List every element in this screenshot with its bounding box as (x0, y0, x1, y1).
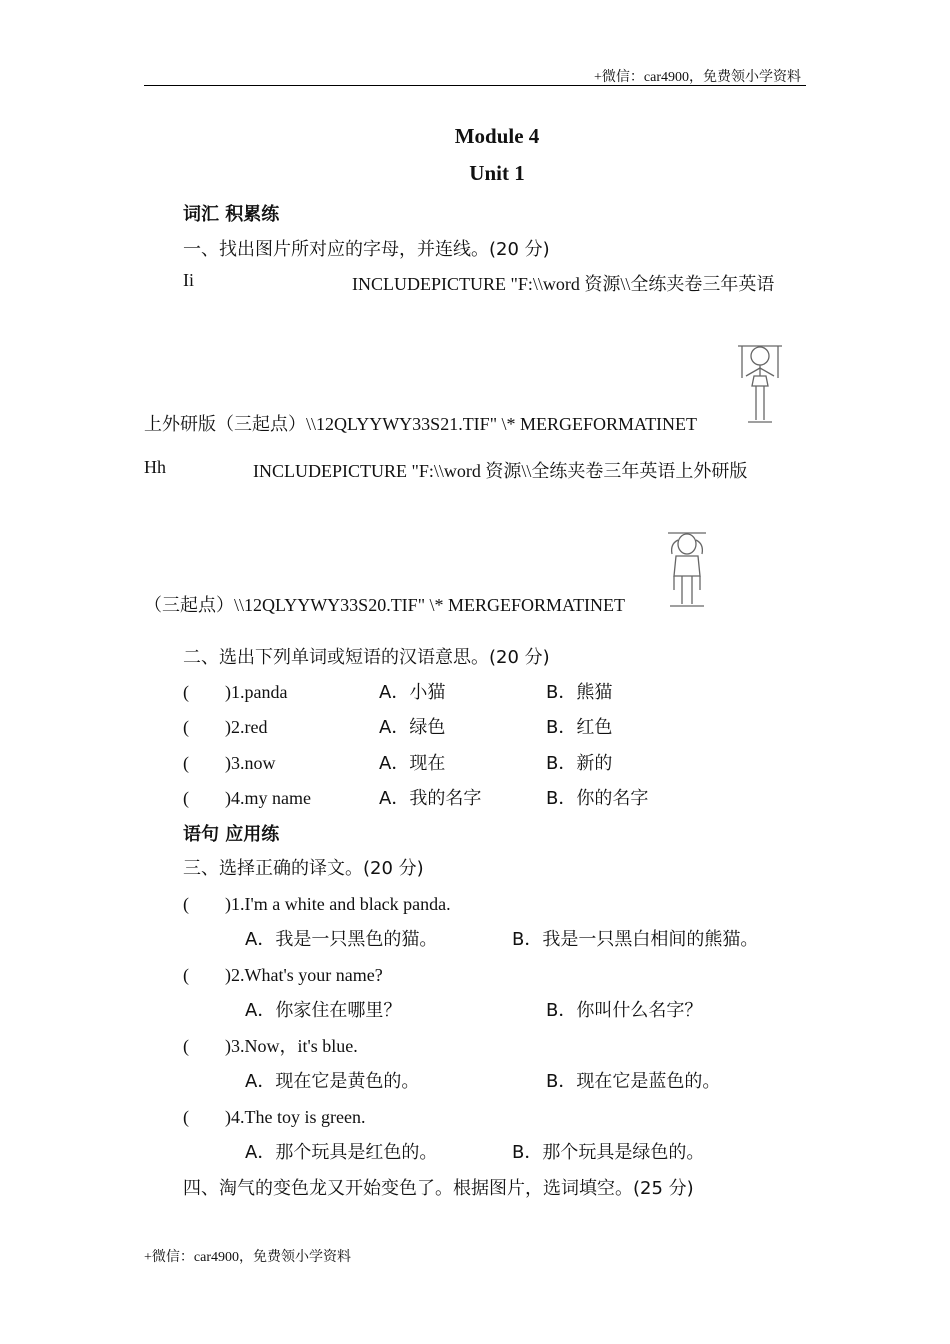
q2-item-2-option-b: B．红色 (546, 717, 613, 738)
section-vocab-label: 词汇 积累练 (183, 204, 280, 225)
q3-item-1-option-b: B．我是一只黑白相间的熊猫。 (512, 929, 759, 950)
q2-item-4-option-b: B．你的名字 (546, 788, 649, 809)
q3-item-3-option-b: B．现在它是蓝色的。 (546, 1071, 721, 1092)
q3-item-1-option-a: A．我是一只黑色的猫。 (245, 929, 438, 950)
q2-item-2-option-a: A．绿色 (379, 717, 446, 738)
section-sentence-label: 语句 应用练 (183, 824, 280, 845)
picture-field-2b: （三起点）\\12QLYYWY33S20.TIF" \* MERGEFORMATINET (144, 595, 626, 615)
picture-field-1b: 上外研版（三起点）\\12QLYYWY33S21.TIF" \* MERGEFORMATINET (144, 414, 698, 434)
q3-item-4: ( )4.The toy is green. (183, 1107, 366, 1127)
q2-item-1-option-b: B．熊猫 (546, 682, 613, 703)
q3-item-4-option-b: B．那个玩具是绿色的。 (512, 1142, 705, 1163)
letter-ii: Ii (183, 270, 194, 290)
page-footer-note: +微信：car4900，免费领小学资料 (144, 1250, 351, 1265)
figure-letter-i-image (736, 342, 784, 426)
q3-item-3-option-a: A．现在它是黄色的。 (245, 1071, 420, 1092)
q3-item-2: ( )2.What's your name? (183, 965, 383, 985)
q3-item-3: ( )3.Now，it's blue. (183, 1036, 358, 1056)
module-title: Module 4 (454, 124, 540, 148)
q2-item-2: ( )2.red (183, 717, 268, 737)
q2-item-4: ( )4.my name (183, 788, 311, 808)
q3-item-2-option-b: B．你叫什么名字？ (546, 1000, 703, 1021)
question-4-heading: 四、淘气的变色龙又开始变色了。根据图片，选词填空。(25 分) (183, 1178, 694, 1199)
q2-item-3-option-b: B．新的 (546, 753, 613, 774)
picture-field-1a: INCLUDEPICTURE "F:\\word 资源\\全练夹卷三年英语 (352, 274, 775, 294)
figure-letter-h-image (664, 530, 710, 610)
question-2-heading: 二、选出下列单词或短语的汉语意思。(20 分) (183, 647, 550, 668)
q3-item-4-option-a: A．那个玩具是红色的。 (245, 1142, 438, 1163)
q2-item-1: ( )1.panda (183, 682, 288, 702)
q2-item-3-option-a: A．现在 (379, 753, 446, 774)
picture-field-2a: INCLUDEPICTURE "F:\\word 资源\\全练夹卷三年英语上外研版 (253, 461, 748, 481)
unit-title: Unit 1 (469, 161, 525, 185)
letter-hh: Hh (144, 457, 166, 477)
question-3-heading: 三、选择正确的译文。(20 分) (183, 858, 424, 879)
question-1-heading: 一、找出图片所对应的字母，并连线。(20 分) (183, 239, 550, 260)
header-rule (144, 85, 806, 86)
q2-item-1-option-a: A．小猫 (379, 682, 446, 703)
q2-item-4-option-a: A．我的名字 (379, 788, 482, 809)
q3-item-2-option-a: A．你家住在哪里？ (245, 1000, 402, 1021)
q2-item-3: ( )3.now (183, 753, 276, 773)
q3-item-1: ( )1.I'm a white and black panda. (183, 894, 451, 914)
page-header-note: +微信：car4900，免费领小学资料 (594, 70, 801, 85)
